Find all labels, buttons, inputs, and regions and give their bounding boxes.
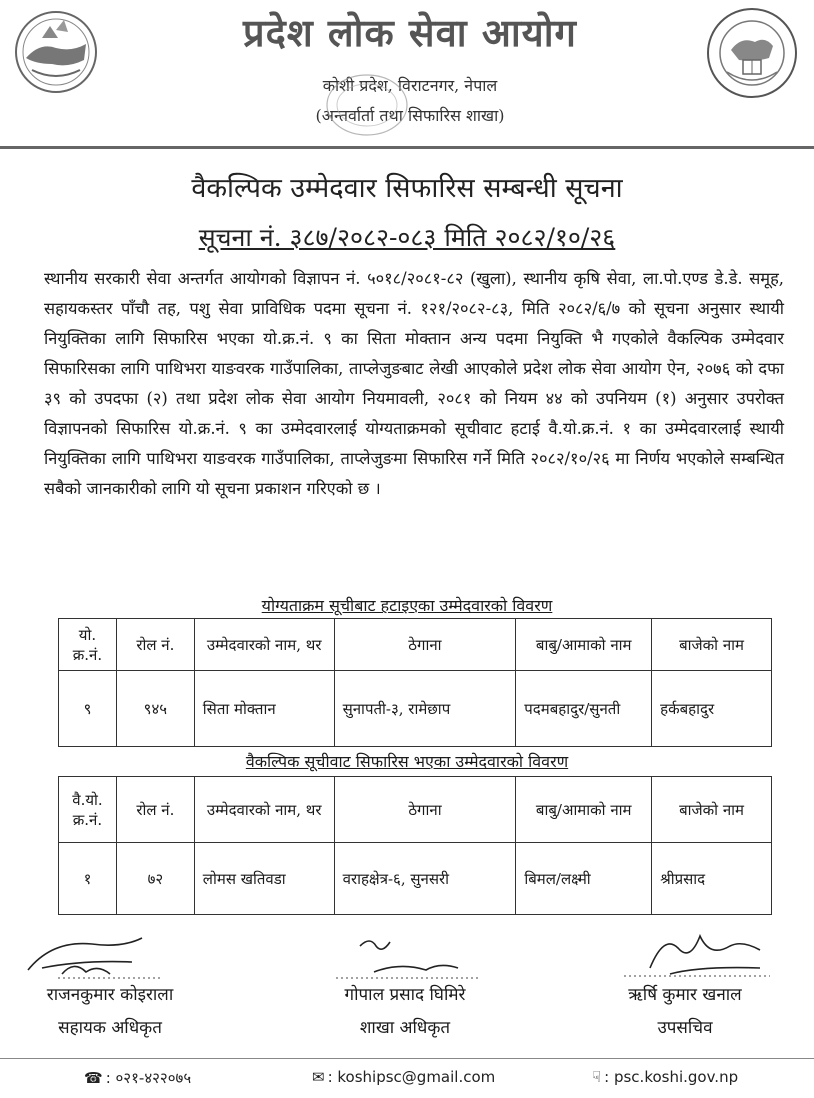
footer-website-text: : psc.koshi.gov.np — [604, 1068, 739, 1086]
removed-candidates-table — [58, 618, 772, 747]
signature-scribble — [610, 928, 780, 984]
footer-divider — [0, 1058, 814, 1059]
footer-phone-text: : ०२१-४२२०७५ — [105, 1069, 192, 1087]
table-row — [59, 843, 772, 915]
notice-body: स्थानीय सरकारी सेवा अन्तर्गत आयोगको विज्ञापन नं. ५०१८/२०८१-८२ (खुला), स्थानीय कृषि सेवा, ला.पो.एण्ड डे.डे. समूह, सहायकस्तर पाँचौ तह, पशु सेवा प्राविधिक पदमा सूचना नं. १२१/२०८२-८३, मिति २०८२/६/७ को सूचना अनुसार स्थायी नियुक्तिका लागि सिफारिस भएका यो.क्र.नं. ९ का सिता मोक्तान अन्य पदमा नियुक्ति भै गएकोले वैकल्पिक उम्मेदवार सिफारिसका लागि पाथिभरा याङवरक गाउँपालिका, ताप्लेजुङबाट लेखी आएकोले प्रदेश लोक सेवा आयोग ऐन, २०७६ को दफा ३९ को उपदफा (२) तथा प्रदेश लोक सेवा आयोग नियमावली, २०८१ को नियम ४४ को उपनियम (१) अनुसार उपरोक्त विज्ञापनको सिफारिस यो.क्र.नं. ९ का उम्मेदवारलाई योग्यताक्रमको सूचीवाट हटाई वै.यो.क्र.नं. १ का उम्मेदवारलाई स्थायी नियुक्तिका लागि पाथिभरा याङवरक गाउँपालिका, ताप्लेजुङमा सिफारिस गर्ने मिति २०८२/१०/२६ मा निर्णय भएकोले सम्बन्धित सबैको जानकारीको लागि यो सूचना प्रकाशन गरिएको छ । — [44, 269, 784, 498]
footer-website — [592, 1068, 738, 1086]
footer-email — [312, 1068, 495, 1086]
nepal-emblem-logo — [12, 8, 100, 96]
alternate-candidates-table — [58, 776, 772, 915]
office-stamp — [322, 70, 412, 140]
table-header-cell: उम्मेदवारको नाम, थर — [194, 777, 334, 843]
table-cell: सुनापती-३, रामेछाप — [334, 671, 516, 747]
table-cell: ९ — [59, 671, 117, 747]
telephone-icon: ☎ — [84, 1069, 103, 1087]
table-cell: ९४५ — [116, 671, 194, 747]
signatory-block — [585, 982, 785, 1038]
globe-pointer-icon: ☟ — [592, 1068, 602, 1086]
signatory-name: ऋर्षि कुमार खनाल — [628, 985, 742, 1005]
table-cell: वराहक्षेत्र-६, सुनसरी — [334, 843, 516, 915]
table-cell: १ — [59, 843, 117, 915]
alternate-table-caption: वैकल्पिक सूचीवाट सिफारिस भएका उम्मेदवारको विवरण — [245, 752, 569, 771]
organization-location: कोशी प्रदेश, विराटनगर, नेपाल — [322, 76, 498, 95]
table-header-cell: रोल नं. — [116, 777, 194, 843]
commission-seal-logo — [705, 6, 799, 100]
signatory-block — [10, 982, 210, 1038]
envelope-icon: ✉ — [312, 1068, 325, 1086]
table-header-cell: वै.यो. क्र.नं. — [59, 777, 117, 843]
table-cell: लोमस खतिवडा — [194, 843, 334, 915]
table-cell: श्रीप्रसाद — [652, 843, 772, 915]
table-header-cell: रोल नं. — [116, 619, 194, 671]
table-cell: हर्कबहादुर — [652, 671, 772, 747]
signatory-post: उपसचिव — [657, 1018, 713, 1038]
table-cell: ७२ — [116, 843, 194, 915]
removed-table-caption: योग्यताक्रम सूचीबाट हटाइएका उम्मेदवारको विवरण — [261, 596, 553, 615]
table-header-cell: बाजेको नाम — [652, 619, 772, 671]
table-cell: पदमबहादुर/सुनती — [516, 671, 652, 747]
signature-scribble — [22, 930, 172, 982]
footer-phone — [84, 1068, 191, 1088]
table-header-cell: बाबु/आमाको नाम — [516, 777, 652, 843]
table-header-cell: ठेगाना — [334, 619, 516, 671]
signatory-name: गोपाल प्रसाद घिमिरे — [344, 985, 466, 1005]
table-header-row — [59, 777, 772, 843]
table-header-cell: उम्मेदवारको नाम, थर — [194, 619, 334, 671]
signatory-post: शाखा अधिकृत — [359, 1018, 451, 1038]
signatory-post: सहायक अधिकृत — [58, 1018, 162, 1038]
signatory-block — [305, 982, 505, 1038]
notice-title: वैकल्पिक उम्मेदवार सिफारिस सम्बन्धी सूचना — [191, 173, 623, 204]
table-header-cell: ठेगाना — [334, 777, 516, 843]
header-divider — [0, 146, 814, 149]
table-header-row — [59, 619, 772, 671]
table-header-cell: यो. क्र.नं. — [59, 619, 117, 671]
organization-name: प्रदेश लोक सेवा आयोग — [243, 10, 577, 55]
notice-reference: सूचना नं. ३८७/२०८२-०८३ मिति २०८२/१०/२६ — [198, 223, 616, 252]
table-header-cell: बाबु/आमाको नाम — [516, 619, 652, 671]
branch-name: (अन्तर्वार्ता तथा सिफारिस शाखा) — [315, 106, 505, 125]
table-cell: सिता मोक्तान — [194, 671, 334, 747]
footer-email-text: : koshipsc@gmail.com — [327, 1068, 496, 1086]
table-cell: बिमल/लक्ष्मी — [516, 843, 652, 915]
table-row — [59, 671, 772, 747]
table-header-cell: बाजेको नाम — [652, 777, 772, 843]
signatory-name: राजनकुमार कोइराला — [46, 985, 174, 1005]
signature-scribble — [330, 932, 490, 984]
